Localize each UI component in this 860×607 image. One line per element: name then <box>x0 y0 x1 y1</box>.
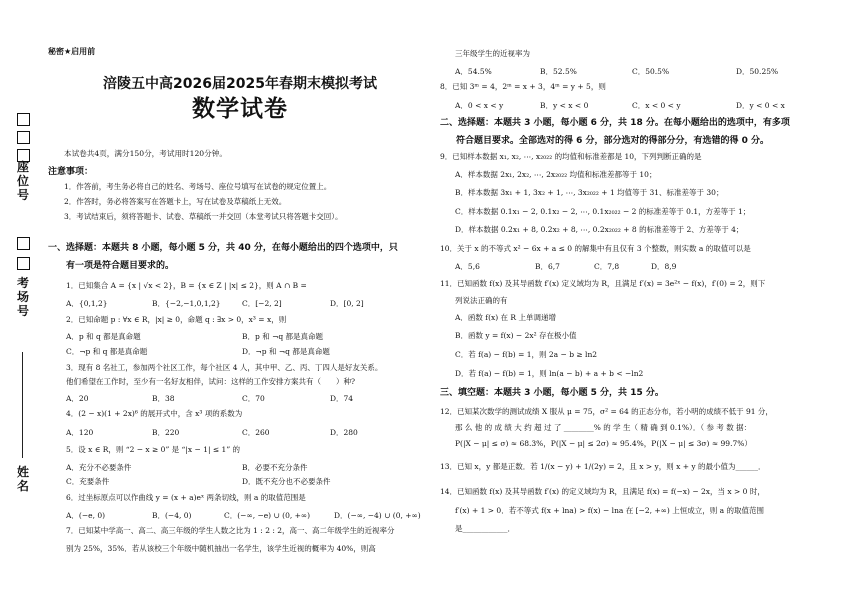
exam-room-box-1 <box>17 237 30 250</box>
q10-option-a: A．5,6 <box>455 262 480 271</box>
question-9: 9．已知样本数据 x₁, x₂, ⋯, x₂₀₂₂ 的均值和标准差都是 10，下列判断正确的是 <box>440 152 702 161</box>
q6-option-c: C．(−∞, −e) ∪ (0, +∞) <box>224 511 311 520</box>
section-one-heading-line1: 一、选择题：本题共 8 小题，每小题 5 分，共 40 分，在每小题给出的四个选项中，只 <box>48 243 398 253</box>
q6-option-d: D．(−∞, −4) ∪ (0, +∞) <box>334 511 421 520</box>
q7-option-b: B．52.5% <box>540 67 577 76</box>
q11-option-a: A．函数 f(x) 在 R 上单调递增 <box>455 313 556 322</box>
q4-option-d: D．280 <box>330 428 358 437</box>
exam-room-label: 考场号 <box>16 276 29 318</box>
section-two-heading-line2: 符合题目要求。全部选对的得 6 分，部分选对的得部分分，有选错的得 0 分。 <box>456 136 770 146</box>
q4-option-a: A．120 <box>66 428 94 437</box>
exam-title: 涪陵五中高2026届2025年春期末模拟考试 <box>103 76 377 92</box>
q6-option-a: A．(−e, 0) <box>66 511 106 520</box>
question-11-line2: 列说法正确的有 <box>455 296 508 305</box>
question-4: 4．(2 − x)(1 + 2x)⁶ 的展开式中，含 x³ 项的系数为 <box>66 409 243 418</box>
question-7-line1: 7．已知某中学高一、高二、高三年级的学生人数之比为 1 : 2 : 2，高一、高二年级学生的近视率分 <box>66 526 395 535</box>
q5-option-c: C．充要条件 <box>66 477 110 486</box>
question-2-options-row2 <box>66 346 436 356</box>
question-7-line3: 三年级学生的近视率为 <box>455 49 530 58</box>
q7-option-d: D．50.25% <box>736 67 779 76</box>
question-5: 5．设 x ∈ R，则 “2 − x ≥ 0” 是 “|x − 1| ≤ 1” 的 <box>66 445 241 454</box>
question-14-line1: 14．已知函数 f(x) 及其导函数 f′(x) 的定义域均为 R，且满足 f(x) = f(−x) − 2x，当 x > 0 时， <box>440 487 765 496</box>
q2-option-c: C．¬p 和 q 都是真命题 <box>66 347 148 356</box>
q9-option-b: B．样本数据 3x₁ + 1, 3x₂ + 1, ⋯, 3x₂₀₂₂ + 1 均值等于 31、标准差等于 30； <box>455 188 724 197</box>
notes-heading: 注意事项： <box>48 167 94 177</box>
name-underline <box>22 352 23 458</box>
exam-room-box-2 <box>17 257 30 270</box>
question-7-line2: 别为 25%，35%．若从该校三个年级中随机抽出一名学生，该学生近视的概率为 40%，则高 <box>66 544 376 553</box>
section-two-heading-line1: 二、选择题：本题共 3 小题，每小题 6 分，共 18 分。在每小题给出的选项中，有多项 <box>440 118 790 128</box>
question-12-line2: 那 么 他 的 成 绩 大 约 超 过 了 ________% 的 学 生（ 精 确 到 0.1%）．（ 参 考 数 据： <box>455 423 752 432</box>
section-one-heading-line2: 有一项是符合题目要求的。 <box>66 261 175 271</box>
q10-option-b: B．6,7 <box>535 262 560 271</box>
question-4-options <box>66 427 436 437</box>
q2-option-d: D．¬p 和 ¬q 都是真命题 <box>242 347 330 356</box>
question-3-line1: 3．现有 8 名社工，参加两个社区工作，每个社区 4 人，其中甲、乙、丙、丁四人是好友关系。 <box>66 363 383 372</box>
note-3: 3．考试结束后，须将答题卡、试卷、草稿纸一并交回（本堂考试只将答题卡交回）。 <box>64 212 343 221</box>
q4-option-c: C．260 <box>242 428 270 437</box>
q11-option-b: B．函数 y = f(x) − 2x² 存在极小值 <box>455 331 577 340</box>
question-2-options-row1 <box>66 331 436 341</box>
seat-box-2 <box>17 131 30 144</box>
q7-option-c: C．50.5% <box>632 67 670 76</box>
q9-option-c: C．样本数据 0.1x₁ − 2, 0.1x₂ − 2, ⋯, 0.1x₂₀₂₂ − 2 的标准差等于 0.1，方差等于 1； <box>455 207 751 216</box>
q4-option-b: B．220 <box>152 428 180 437</box>
question-5-options-row1 <box>66 462 436 472</box>
question-13: 13．已知 x，y 都是正数．若 1/(x − y) + 1/(2y) = 2，且 x > y，则 x + y 的最小值为______． <box>440 462 766 471</box>
subject-title: 数学试卷 <box>192 96 288 122</box>
question-14-line2: f′(x) + 1 > 0．若不等式 f(x + lna) > f(x) − lna 在 [−2, +∞) 上恒成立，则 a 的取值范围 <box>455 506 764 515</box>
q8-option-d: D．y < 0 < x <box>736 101 785 110</box>
q11-option-c: C．若 f(a) − f(b) = 1，则 2a − b ≥ ln2 <box>455 350 598 359</box>
question-8: 8．已知 3ᵐ = 4，2ᵐ = x + 3，4ᵐ = y + 5，则 <box>440 82 606 91</box>
question-14-line3: 是____________． <box>455 524 515 533</box>
question-8-options <box>455 100 835 110</box>
question-10-options <box>455 261 835 271</box>
q8-option-c: C．x < 0 < y <box>632 101 681 110</box>
section-three-heading: 三、填空题：本题共 3 小题，每小题 5 分，共 15 分。 <box>440 388 664 398</box>
q3-option-d: D．74 <box>330 394 354 403</box>
q8-option-b: B．y < x < 0 <box>540 101 589 110</box>
question-11-line1: 11．已知函数 f(x) 及其导函数 f′(x) 定义域均为 R，且满足 f′(x) = 3e²ˣ − f(x)，f′(0) = 2，则下 <box>440 279 766 288</box>
q1-option-d: D．[0, 2] <box>330 299 364 308</box>
note-1: 1．作答前，考生务必将自己的姓名、考场号、座位号填写在试卷的规定位置上。 <box>64 182 332 191</box>
q1-option-b: B．{−2,−1,0,1,2} <box>152 299 221 308</box>
q3-option-c: C．70 <box>242 394 265 403</box>
q5-option-a: A．充分不必要条件 <box>66 463 132 472</box>
q6-option-b: B．(−4, 0) <box>152 511 192 520</box>
q11-option-d: D．若 f(a) − f(b) = 1，则 ln(a − b) + a + b < −ln2 <box>455 369 644 378</box>
q1-option-c: C．[−2, 2] <box>242 299 282 308</box>
q9-option-a: A．样本数据 2x₁, 2x₂, ⋯, 2x₂₀₂₂ 均值和标准差都等于 10； <box>455 170 657 179</box>
question-3-line2: 他们希望在工作时，至少有一名好友相伴，试问：这样的工作安排方案共有（ ）种? <box>66 377 356 386</box>
seat-number-label: 座位号 <box>16 160 29 202</box>
name-label: 姓名 <box>16 465 29 493</box>
seat-box-1 <box>17 113 30 126</box>
q2-option-a: A．p 和 q 都是真命题 <box>66 332 141 341</box>
q5-option-b: B．必要不充分条件 <box>242 463 308 472</box>
question-6-options <box>66 510 436 520</box>
question-5-options-row2 <box>66 476 436 486</box>
q1-option-a: A．{0,1,2} <box>66 299 108 308</box>
question-7-options <box>455 66 835 76</box>
question-10: 10．关于 x 的不等式 x² − 6x + a ≤ 0 的解集中有且仅有 3 个整数，则实数 a 的取值可以是 <box>440 244 751 253</box>
q3-option-a: A．20 <box>66 394 89 403</box>
question-1: 1．已知集合 A = {x | √x < 2}，B = {x ∈ Z | |x| ≤ 2}，则 A ∩ B = <box>66 281 307 290</box>
q10-option-c: C．7,8 <box>594 262 620 271</box>
q9-option-d: D．样本数据 0.2x₁ + 8, 0.2x₂ + 8, ⋯, 0.2x₂₀₂₂ + 8 的标准差等于 2、方差等于 4； <box>455 225 744 234</box>
question-12-line3: P(|X − μ| ≤ σ) ≈ 68.3%，P(|X − μ| ≤ 2σ) ≈ 95.4%，P(|X − μ| ≤ 3σ) ≈ 99.7%） <box>455 439 752 448</box>
q5-option-d: D．既不充分也不必要条件 <box>242 477 331 486</box>
q8-option-a: A．0 < x < y <box>455 101 504 110</box>
question-6: 6．过坐标原点可以作曲线 y = (x + a)eˣ 两条切线，则 a 的取值范围是 <box>66 493 306 502</box>
q7-option-a: A．54.5% <box>455 67 492 76</box>
q10-option-d: D．8,9 <box>651 262 677 271</box>
question-2: 2．已知命题 p : ∀x ∈ R，|x| ≥ 0，命题 q : ∃x > 0，x³ = x，则 <box>66 315 287 324</box>
q3-option-b: B．38 <box>152 394 175 403</box>
q2-option-b: B．p 和 ¬q 都是真命题 <box>242 332 324 341</box>
note-2: 2．作答时，务必将答案写在答题卡上，写在试卷及草稿纸上无效。 <box>64 197 287 206</box>
question-3-options <box>66 393 436 403</box>
exam-info: 本试卷共4页，满分150分，考试用时120分钟。 <box>64 149 227 158</box>
question-12-line1: 12．已知某次数学的测试成绩 X 服从 μ = 75，σ² = 64 的正态分布，若小明的成绩不低于 91 分， <box>440 407 773 416</box>
secret-mark: 秘密★启用前 <box>48 47 96 56</box>
question-1-options <box>66 298 436 308</box>
